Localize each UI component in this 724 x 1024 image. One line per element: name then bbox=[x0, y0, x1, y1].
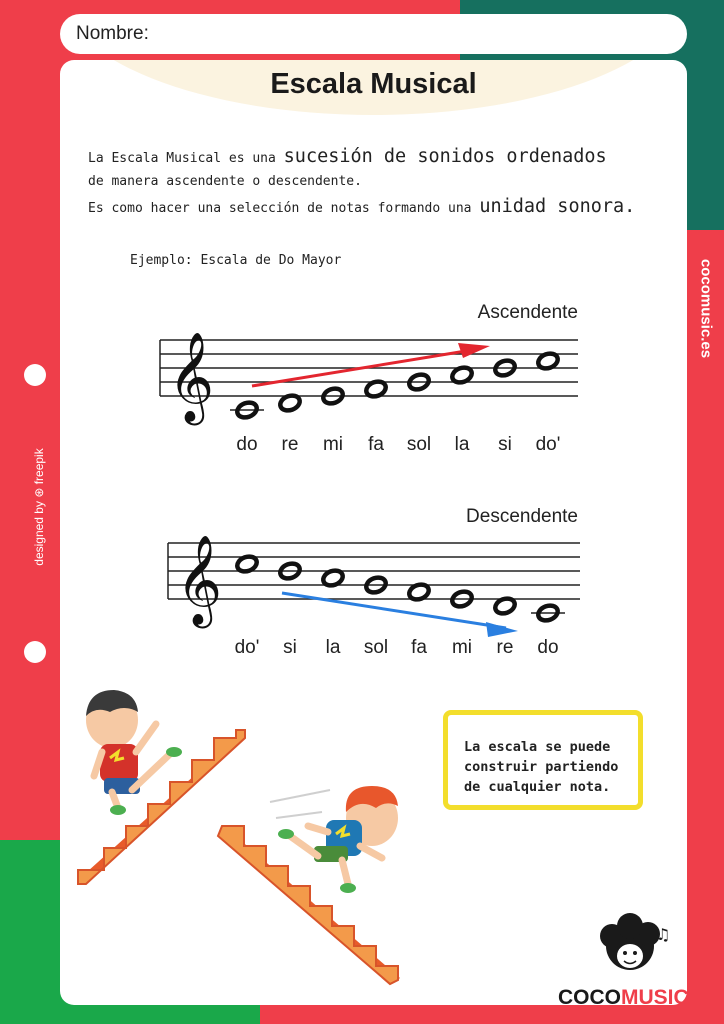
intro-text: La Escala Musical es una bbox=[88, 151, 284, 166]
name-label: Nombre: bbox=[76, 23, 149, 44]
intro-highlight: sucesión de sonidos ordenados bbox=[283, 146, 607, 167]
cocomusic-logo-text bbox=[558, 986, 689, 1010]
ascending-note-labels bbox=[236, 434, 560, 455]
note-label: fa bbox=[411, 637, 427, 658]
ascending-arrow-head bbox=[458, 343, 490, 358]
freepik-credit: designed by ⊛ freepik bbox=[32, 448, 46, 566]
page-title: Escala Musical bbox=[270, 68, 477, 100]
intro-text: Es como hacer una selección de notas formando una bbox=[88, 201, 480, 216]
note-label: do' bbox=[535, 434, 561, 455]
note-label: do bbox=[537, 637, 559, 658]
note-label: sol bbox=[363, 637, 389, 658]
note-label: fa bbox=[368, 434, 384, 455]
descending-arrow-head bbox=[486, 622, 518, 637]
descending-label: Descendente bbox=[466, 506, 578, 527]
ascending-label: Ascendente bbox=[477, 302, 578, 323]
note-label: do' bbox=[234, 637, 260, 658]
logo-coco: COCO bbox=[558, 986, 621, 1009]
example-label: Ejemplo: Escala de Do Mayor bbox=[130, 253, 342, 268]
note-label: do bbox=[236, 434, 258, 455]
intro-line-2: de manera ascendente o descendente. bbox=[88, 174, 362, 189]
note-label: si bbox=[498, 434, 512, 455]
boy-descending-stairs-illustration bbox=[270, 786, 398, 893]
note-label: mi bbox=[322, 434, 344, 455]
note-label: re bbox=[496, 637, 514, 658]
intro-highlight: unidad sonora bbox=[479, 196, 625, 217]
note-text: La escala se puede construir partiendo de cualquier nota. bbox=[464, 739, 619, 795]
treble-clef-icon: 𝄞 bbox=[168, 332, 215, 422]
site-url[interactable]: cocomusic.es bbox=[697, 258, 715, 359]
cocomusic-logo-icon bbox=[600, 913, 670, 970]
note-label: mi bbox=[451, 637, 473, 658]
note-label: la bbox=[325, 637, 341, 658]
logo-music: MUSIC bbox=[621, 986, 689, 1009]
note-label: sol bbox=[406, 434, 432, 455]
svg-text:♫: ♫ bbox=[656, 925, 671, 944]
boy-climbing-stairs-illustration bbox=[86, 690, 182, 815]
note-label: si bbox=[283, 637, 297, 658]
intro-period: . bbox=[624, 196, 636, 217]
descending-note-labels bbox=[235, 637, 559, 658]
note-label: re bbox=[281, 434, 299, 455]
note-label: la bbox=[454, 434, 470, 455]
treble-clef-icon: 𝄞 bbox=[176, 535, 223, 625]
